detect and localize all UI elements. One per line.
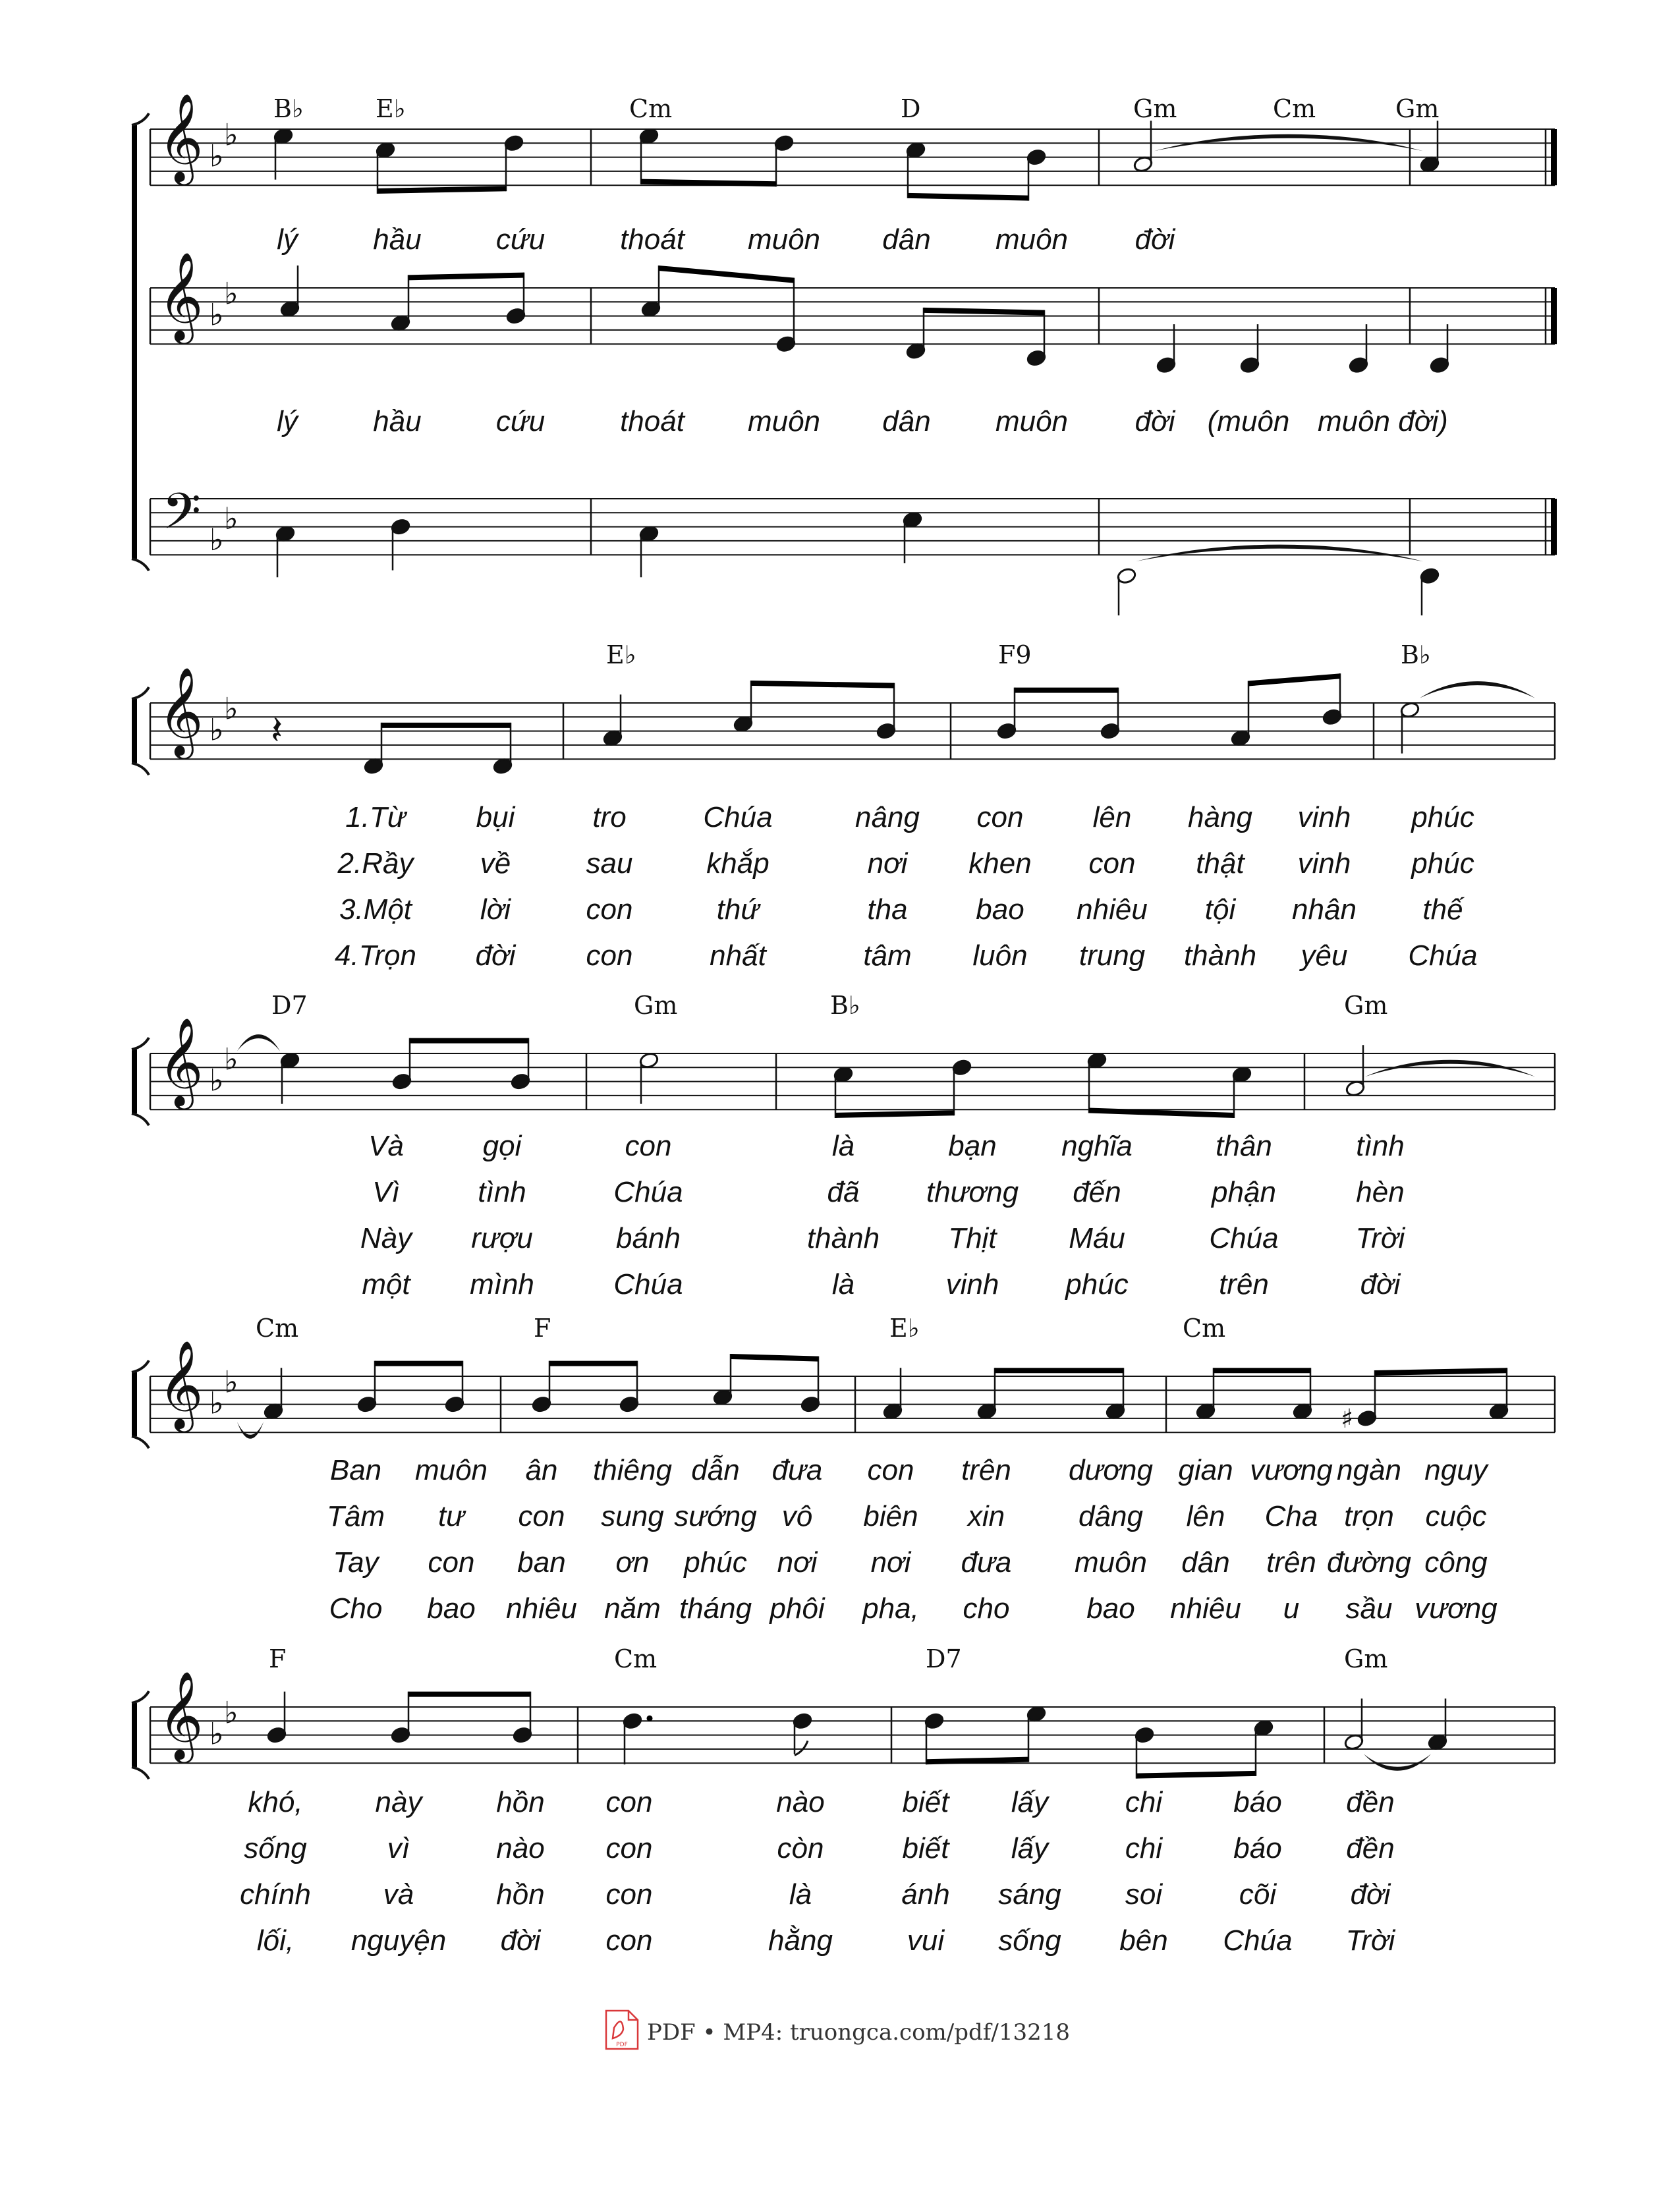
key-signature-flat: ♭ [210, 1062, 224, 1098]
final-barline-thick [1551, 129, 1557, 185]
bracket-hook [132, 763, 149, 775]
verse-4-syllable: nhiêu [1170, 1592, 1241, 1625]
verse-4-syllable: vui [907, 1924, 945, 1957]
treble-clef-icon: 𝄞 [158, 252, 204, 341]
verse-3-syllable: là [789, 1878, 812, 1911]
system-bracket [132, 1703, 137, 1767]
chord-symbol: F9 [998, 640, 1032, 669]
verse-3-syllable: nhiêu [1077, 893, 1148, 926]
verse-1-syllable: con [976, 801, 1024, 833]
verse-2-syllable: chi [1125, 1832, 1163, 1864]
key-signature-flat: ♭ [224, 117, 238, 153]
verse-3-syllable: dân [1181, 1546, 1230, 1579]
verse-1-syllable: nào [776, 1786, 825, 1818]
bracket-hook [132, 1436, 149, 1448]
verse-4-syllable: luôn [972, 939, 1028, 972]
verse-2-syllable: thương [926, 1176, 1019, 1208]
key-signature-flat: ♭ [224, 275, 238, 312]
verse-1-syllable: nâng [855, 801, 920, 833]
chord-symbol: Cm [1273, 94, 1316, 123]
lyric-syllable: lý [277, 405, 298, 437]
verse-1-syllable: dẫn [691, 1454, 740, 1486]
verse-3-syllable: nhân [1292, 893, 1357, 926]
verse-3-syllable: công [1424, 1546, 1488, 1579]
note-beam [408, 273, 524, 281]
verse-3-syllable: thành [806, 1222, 880, 1254]
lyric-syllable: cứu [495, 223, 546, 256]
note-dot [647, 1716, 653, 1721]
verse-4-syllable: Trời [1345, 1924, 1395, 1957]
lyric-syllable: hầu [373, 223, 422, 256]
verse-3-syllable: cõi [1239, 1878, 1277, 1911]
verse-3-syllable: thế [1422, 893, 1463, 926]
chord-symbol: E♭ [889, 1314, 920, 1343]
note-beam [995, 1368, 1123, 1373]
lyric-syllable: muôn [995, 223, 1069, 256]
quarter-rest-icon: 𝄽 [270, 708, 283, 754]
verse-2-syllable: đến [1073, 1176, 1121, 1208]
verse-4-syllable: nhất [710, 939, 766, 972]
note-beam [408, 1692, 530, 1697]
verse-2-syllable: sung [601, 1500, 664, 1532]
key-signature-flat: ♭ [210, 712, 224, 748]
chord-symbol: F [534, 1314, 551, 1343]
key-signature-flat: ♭ [210, 138, 224, 174]
verse-4-syllable: bao [1086, 1592, 1135, 1625]
key-signature-flat: ♭ [224, 1041, 238, 1077]
chord-symbol: Cm [256, 1314, 299, 1343]
verse-3-syllable: lời [480, 893, 511, 926]
verse-2-syllable: dâng [1078, 1500, 1143, 1532]
verse-2-syllable: biên [863, 1500, 918, 1532]
lyric-syllable: thoát [620, 405, 685, 437]
verse-2-syllable: thật [1196, 847, 1245, 880]
footer-link[interactable] [606, 2011, 1070, 2049]
tie-slur [237, 1422, 264, 1439]
verse-2-syllable: phận [1212, 1176, 1276, 1208]
verse-2-syllable: nơi [867, 847, 908, 880]
verse-4-syllable: nguyện [350, 1924, 447, 1957]
bracket-hook [132, 1113, 149, 1125]
verse-3-syllable: và [383, 1878, 414, 1911]
verse-1-syllable: thiêng [593, 1454, 672, 1486]
verse-4-syllable: yêu [1301, 939, 1348, 972]
note-beam [410, 1038, 528, 1044]
verse-4-syllable: tâm [863, 939, 912, 972]
verse-2-syllable: sướng [674, 1500, 757, 1532]
system-bracket [132, 1049, 137, 1113]
verse-1-syllable: biết [902, 1786, 949, 1818]
verse-3-syllable: bánh [616, 1222, 681, 1254]
verse-4-syllable: bên [1119, 1924, 1168, 1957]
chord-symbol: E♭ [376, 94, 406, 123]
verse-4-syllable: trên [1219, 1268, 1269, 1300]
system-bracket [132, 125, 137, 559]
verse-1-syllable: đưa [771, 1454, 823, 1486]
verse-2-syllable: Tâm [327, 1500, 385, 1532]
sharp-accidental: ♯ [1341, 1403, 1354, 1434]
verse-4-syllable: là [831, 1268, 855, 1300]
verse-4-syllable: bao [427, 1592, 476, 1625]
verse-3-syllable: sáng [998, 1878, 1061, 1911]
verse-1-syllable: nguy [1424, 1454, 1488, 1486]
verse-4-syllable: sống [998, 1924, 1061, 1957]
verse-1-syllable: Và [368, 1130, 404, 1162]
bracket-hook [132, 113, 149, 125]
verse-2-syllable: Cha [1264, 1500, 1318, 1532]
verse-4-syllable: đời [475, 939, 516, 972]
treble-clef-icon: 𝄞 [158, 1671, 204, 1760]
note-beam [1248, 673, 1340, 686]
verse-4-syllable: mình [470, 1268, 534, 1300]
verse-1-syllable: con [605, 1786, 653, 1818]
verse-4-syllable: thành [1183, 939, 1257, 972]
verse-4-syllable: đời [500, 1924, 541, 1957]
verse-4-syllable: cho [963, 1592, 1010, 1625]
staff-system-3 [150, 1053, 1555, 1109]
verse-3-syllable: nơi [870, 1546, 911, 1579]
lyric-syllable: dân [882, 223, 931, 256]
verse-4-syllable: đời [1360, 1268, 1401, 1300]
tie-slur [1364, 1754, 1431, 1771]
verse-2-syllable: khắp [706, 847, 770, 880]
key-signature-flat: ♭ [224, 500, 238, 536]
verse-3-syllable: muôn [1074, 1546, 1148, 1579]
verse-1-syllable: đền [1346, 1786, 1395, 1818]
eighth-flag [795, 1741, 808, 1755]
verse-2-syllable: xin [967, 1500, 1005, 1532]
verse-1-syllable: con [625, 1130, 672, 1162]
verse-2-syllable: vì [387, 1832, 410, 1864]
verse-3-syllable: phúc [684, 1546, 747, 1579]
verse-3-syllable: con [605, 1878, 653, 1911]
staff-alto [150, 288, 1555, 344]
verse-3-syllable: bao [976, 893, 1024, 926]
key-signature-flat: ♭ [210, 521, 224, 557]
chord-symbol: B♭ [1401, 640, 1431, 669]
chord-symbol: B♭ [830, 991, 860, 1020]
verse-4-syllable: con [605, 1924, 653, 1957]
final-barline-thick [1551, 499, 1557, 555]
verse-2-syllable: biết [902, 1832, 949, 1864]
verse-1-syllable: phúc [1411, 801, 1474, 833]
chord-symbol: Cm [629, 94, 673, 123]
verse-3-syllable: Tay [333, 1546, 379, 1579]
key-signature-flat: ♭ [224, 1694, 238, 1731]
bracket-hook [132, 1691, 149, 1703]
chord-symbol: Gm [1133, 94, 1177, 123]
verse-4-syllable: tháng [679, 1592, 752, 1625]
verse-1-syllable: tình [1356, 1130, 1405, 1162]
verse-3-syllable: chính [240, 1878, 311, 1911]
verse-3-syllable: Trời [1355, 1222, 1405, 1254]
verse-3-syllable: hồn [496, 1878, 545, 1911]
lyric-syllable: muôn [1317, 405, 1391, 437]
verse-3-syllable: ánh [901, 1878, 950, 1911]
verse-2-syllable: con [1088, 847, 1136, 880]
key-signature-flat: ♭ [224, 690, 238, 727]
verse-1-syllable: Ban [329, 1454, 382, 1486]
verse-4-syllable: năm [604, 1592, 661, 1625]
verse-3-syllable: thứ [716, 893, 760, 926]
verse-4-syllable: phôi [770, 1592, 825, 1625]
verse-2-syllable: phúc [1411, 847, 1474, 880]
verse-2-syllable: 2.Rầy [337, 847, 414, 880]
verse-1-syllable: Chúa [703, 801, 773, 833]
verse-3-syllable: con [586, 893, 633, 926]
verse-4-syllable: lối, [256, 1924, 294, 1957]
verse-3-syllable: Máu [1069, 1222, 1125, 1254]
verse-3-syllable: tha [867, 893, 908, 926]
verse-1-syllable: chi [1125, 1786, 1163, 1818]
treble-clef-icon: 𝄞 [158, 1340, 204, 1429]
verse-4-syllable: Chúa [1408, 939, 1478, 972]
note-beam [924, 308, 1044, 316]
verse-1-syllable: lên [1092, 801, 1132, 833]
verse-3-syllable: trên [1266, 1546, 1316, 1579]
verse-3-syllable: 3.Một [339, 893, 412, 926]
verse-4-syllable: u [1283, 1592, 1300, 1625]
chord-symbol: E♭ [606, 640, 636, 669]
note-beam [375, 1361, 462, 1366]
lyric-syllable: dân [882, 405, 931, 437]
system-bracket [132, 1372, 137, 1436]
lyric-syllable: đời [1134, 223, 1175, 256]
footer-text: PDF • MP4: truongca.com/pdf/13218 [647, 2019, 1070, 2046]
verse-2-syllable: về [480, 847, 511, 880]
pdf-file-icon [606, 2011, 638, 2049]
verse-3-syllable: rượu [471, 1222, 533, 1254]
tie-slur [237, 1034, 280, 1051]
note-beam [549, 1361, 637, 1366]
verse-4-syllable: một [362, 1268, 410, 1300]
note-beam [1015, 688, 1118, 693]
verse-2-syllable: con [605, 1832, 653, 1864]
verse-4-syllable: phúc [1065, 1268, 1129, 1300]
verse-1-syllable: dương [1069, 1454, 1153, 1486]
lyric-syllable: đời [1134, 405, 1175, 437]
treble-clef-icon: 𝄞 [158, 93, 204, 182]
verse-4-syllable: pha, [862, 1592, 919, 1625]
verse-4-syllable: trung [1078, 939, 1146, 972]
note-beam [1136, 1771, 1256, 1779]
lyric-syllable: (muôn [1207, 405, 1290, 437]
chord-symbol: B♭ [273, 94, 304, 123]
staff-system-2 [150, 703, 1555, 759]
verse-1-syllable: muôn [414, 1454, 488, 1486]
verse-3-syllable: Thịt [948, 1222, 997, 1254]
verse-4-syllable: nhiêu [506, 1592, 577, 1625]
verse-2-syllable: báo [1233, 1832, 1282, 1864]
staff-bass [150, 499, 1555, 555]
lyric-syllable: cứu [495, 405, 546, 437]
verse-3-syllable: đưa [961, 1546, 1012, 1579]
chord-symbol: Gm [1395, 94, 1440, 123]
bracket-hook [132, 559, 149, 571]
system-bracket [132, 699, 137, 763]
verse-3-syllable: Chúa [1209, 1222, 1279, 1254]
pdf-badge-label: PDF [616, 2042, 628, 2048]
note-beam [731, 1354, 818, 1362]
verse-3-syllable: soi [1125, 1878, 1163, 1911]
verse-1-syllable: vinh [1297, 801, 1351, 833]
lyric-syllable: đời) [1398, 405, 1448, 437]
verse-2-syllable: vô [781, 1500, 813, 1532]
verse-2-syllable: đã [827, 1176, 860, 1208]
note-beam [381, 723, 511, 728]
verse-1-syllable: vương [1250, 1454, 1333, 1486]
verse-2-syllable: con [518, 1500, 565, 1532]
verse-1-syllable: ân [525, 1454, 558, 1486]
key-signature-flat: ♭ [210, 296, 224, 333]
verse-2-syllable: Chúa [613, 1176, 683, 1208]
verse-3-syllable: tội [1204, 893, 1236, 926]
note-beam [1375, 1368, 1507, 1376]
verse-1-syllable: thân [1216, 1130, 1272, 1162]
verse-2-syllable: Vì [372, 1176, 400, 1208]
bracket-hook [132, 1038, 149, 1049]
verse-2-syllable: nào [496, 1832, 545, 1864]
bracket-hook [132, 687, 149, 699]
tie-slur [1136, 545, 1423, 562]
verse-1-syllable: hàng [1188, 801, 1252, 833]
treble-clef-icon: 𝄞 [158, 667, 204, 756]
verse-2-syllable: đền [1346, 1832, 1395, 1864]
verse-3-syllable: con [428, 1546, 475, 1579]
verse-2-syllable: tư [437, 1500, 465, 1532]
verse-1-syllable: gọi [482, 1130, 522, 1162]
verse-1-syllable: hồn [496, 1786, 545, 1818]
note-beam [1214, 1368, 1310, 1373]
verse-1-syllable: nghĩa [1061, 1130, 1133, 1162]
verse-2-syllable: tình [478, 1176, 526, 1208]
key-signature-flat: ♭ [210, 1385, 224, 1421]
verse-1-syllable: gian [1178, 1454, 1233, 1486]
verse-1-syllable: khó, [248, 1786, 303, 1818]
verse-1-syllable: bạn [948, 1130, 997, 1162]
lyric-syllable: lý [277, 223, 298, 256]
verse-4-syllable: 4.Trọn [335, 939, 416, 972]
verse-1-syllable: 1.Từ [345, 801, 406, 833]
chord-symbol: D7 [271, 991, 308, 1020]
bracket-hook [132, 1360, 149, 1372]
chord-symbol: Gm [634, 991, 678, 1020]
verse-2-syllable: khen [968, 847, 1032, 880]
lyric-syllable: muôn [995, 405, 1069, 437]
verse-2-syllable: lấy [1011, 1832, 1049, 1864]
verse-2-syllable: hèn [1356, 1176, 1405, 1208]
verse-3-syllable: ơn [615, 1546, 650, 1579]
note-beam [378, 186, 506, 194]
bracket-hook [132, 1767, 149, 1779]
verse-3-syllable: đường [1327, 1546, 1411, 1579]
note-beam [908, 193, 1028, 201]
verse-2-syllable: sống [244, 1832, 307, 1864]
verse-2-syllable: sau [586, 847, 633, 880]
key-signature-flat: ♭ [210, 1716, 224, 1752]
chord-symbol: D [901, 94, 921, 123]
note-beam [659, 266, 794, 283]
chord-symbol: Cm [614, 1644, 658, 1673]
verse-3-syllable: đời [1350, 1878, 1391, 1911]
verse-1-syllable: là [831, 1130, 855, 1162]
note-beam [835, 1110, 954, 1118]
verse-2-syllable: cuộc [1425, 1500, 1487, 1532]
verse-4-syllable: vinh [945, 1268, 999, 1300]
chord-symbol: Gm [1344, 1644, 1388, 1673]
chord-symbol: D7 [926, 1644, 962, 1673]
tie-slur [1420, 681, 1535, 698]
chord-symbol: F [269, 1644, 287, 1673]
lyric-syllable: hầu [373, 405, 422, 437]
verse-1-syllable: báo [1233, 1786, 1282, 1818]
verse-1-syllable: trên [961, 1454, 1011, 1486]
tie-slur [1365, 1060, 1535, 1077]
lyric-syllable: thoát [620, 223, 685, 256]
verse-4-syllable: hằng [768, 1924, 833, 1957]
verse-4-syllable: Cho [329, 1592, 383, 1625]
verse-1-syllable: ngàn [1337, 1454, 1401, 1486]
verse-3-syllable: nơi [777, 1546, 818, 1579]
verse-1-syllable: bụi [476, 801, 515, 833]
verse-4-syllable: Chúa [613, 1268, 683, 1300]
chord-symbol: Cm [1183, 1314, 1226, 1343]
verse-1-syllable: tro [592, 801, 627, 833]
verse-4-syllable: vương [1414, 1592, 1498, 1625]
verse-4-syllable: con [586, 939, 633, 972]
key-signature-flat: ♭ [224, 1364, 238, 1400]
final-barline-thick [1551, 288, 1557, 344]
verse-1-syllable: con [867, 1454, 914, 1486]
verse-4-syllable: sầu [1345, 1592, 1393, 1625]
verse-1-syllable: này [375, 1786, 422, 1818]
verse-2-syllable: vinh [1297, 847, 1351, 880]
lyric-syllable: muôn [747, 223, 821, 256]
lyric-syllable: muôn [747, 405, 821, 437]
staff-system-5 [150, 1707, 1555, 1763]
verse-2-syllable: còn [777, 1832, 824, 1864]
verse-1-syllable: lấy [1011, 1786, 1049, 1818]
verse-3-syllable: Này [360, 1222, 412, 1254]
bass-clef-icon: 𝄢 [162, 482, 202, 553]
verse-2-syllable: lên [1186, 1500, 1225, 1532]
verse-2-syllable: trọn [1344, 1500, 1394, 1532]
note-beam [751, 681, 894, 688]
verse-4-syllable: Chúa [1223, 1924, 1293, 1957]
treble-clef-icon: 𝄞 [158, 1017, 204, 1106]
verse-3-syllable: ban [517, 1546, 566, 1579]
chord-symbol: Gm [1344, 991, 1388, 1020]
